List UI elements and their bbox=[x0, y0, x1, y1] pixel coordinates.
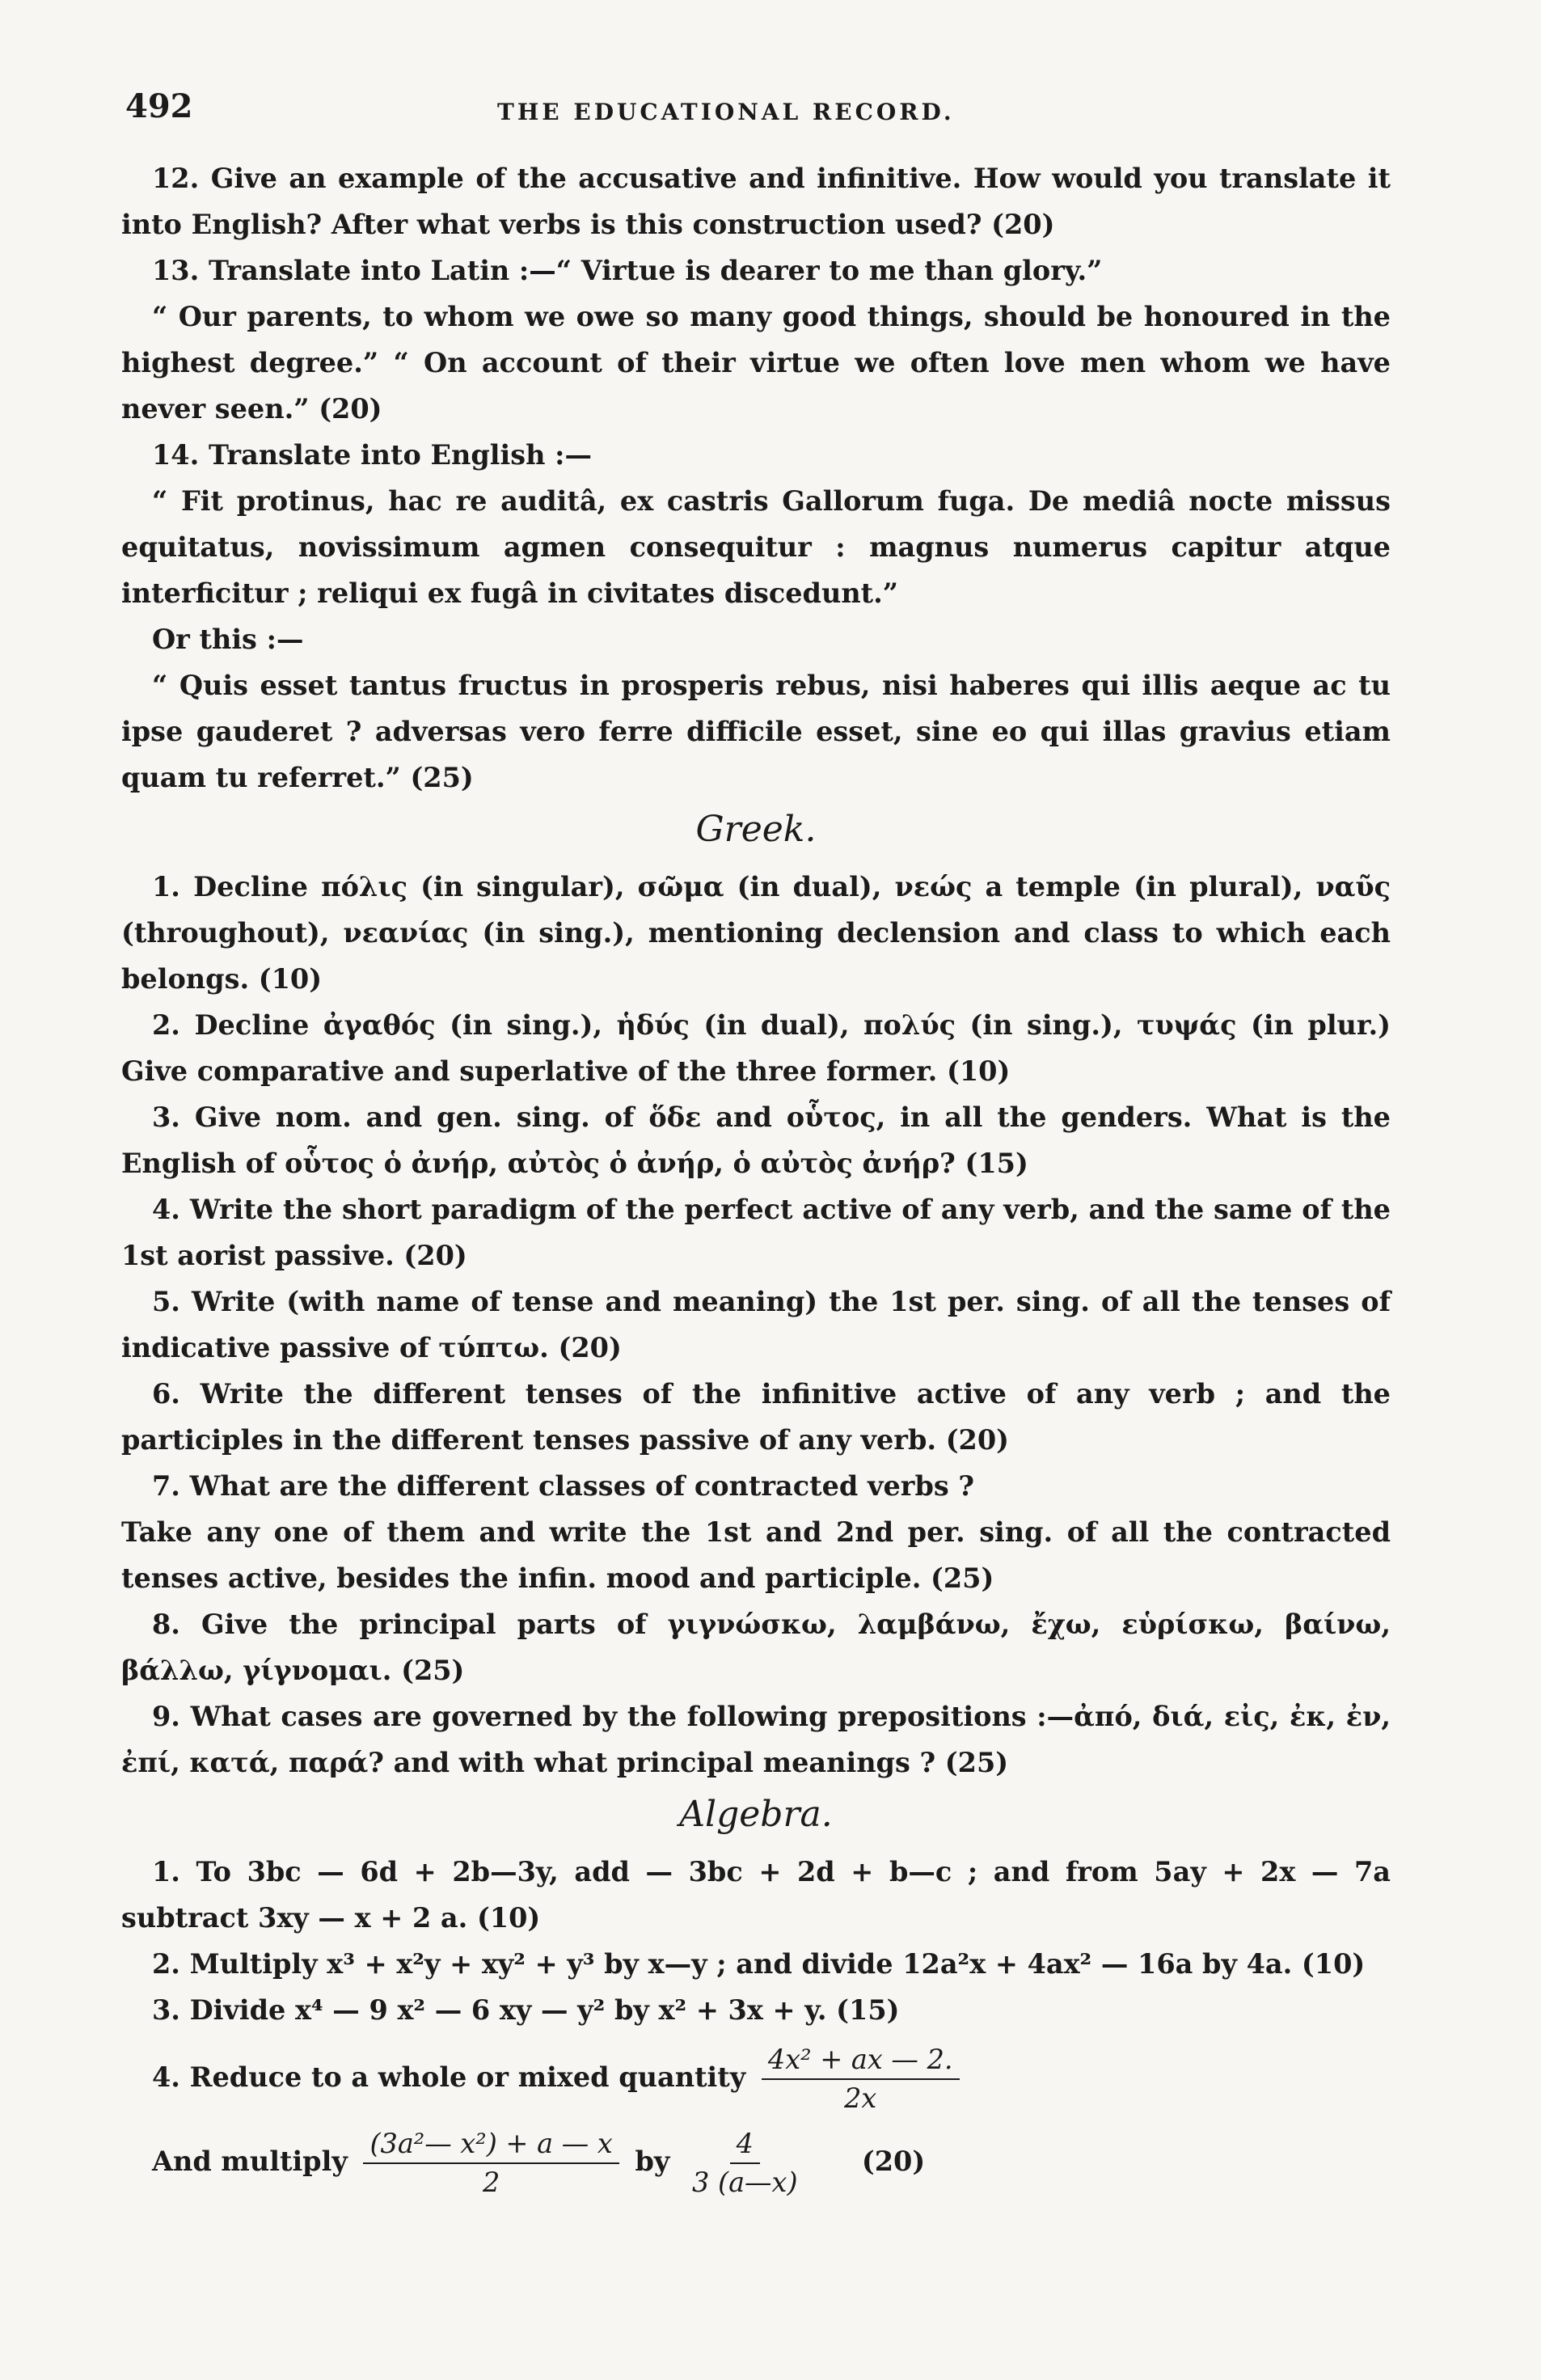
greek-question-4: 4. Write the short paradigm of the perfect active of any verb, and the same of the 1st aorist passive. (20) bbox=[121, 1194, 1391, 1271]
greek-question-1: 1. Decline πόλις (in singular), σῶμα (in dual), νεώς a temple (in plural), ναῦς (throughout), νεανίας (in sing.), mentioning declension and class to which each belongs. (10) bbox=[121, 871, 1391, 995]
greek-question-9: 9. What cases are governed by the following prepositions :—ἀπό, διά, εἰς, ἐκ, ἐν, ἐπί, κατά, παρά? and with what principal meanings ? (25) bbox=[121, 1701, 1391, 1778]
marks-label: (20) bbox=[861, 2145, 926, 2177]
algebra-question-4-text: 4. Reduce to a whole or mixed quantity bbox=[152, 2061, 746, 2093]
latin-question-14: 14. Translate into English :— bbox=[152, 439, 592, 471]
fraction-multiplicand bbox=[363, 2125, 619, 2201]
fraction-reduce bbox=[762, 2041, 960, 2117]
page-number: 492 bbox=[125, 87, 193, 125]
section-heading-greek: Greek. bbox=[695, 809, 817, 850]
section-heading-algebra: Algebra. bbox=[679, 1794, 833, 1835]
page-header bbox=[125, 87, 1387, 136]
algebra-question-4b-text: And multiply bbox=[152, 2145, 348, 2177]
page-body bbox=[121, 155, 1391, 2201]
latin-question-13-continued: “ Our parents, to whom we owe so many good things, should be honoured in the highest degree.” “ On account of their virtue we often love men whom we have never seen.” (20) bbox=[121, 301, 1391, 425]
greek-question-6: 6. Write the different tenses of the infinitive active of any verb ; and the participles in the different tenses passive of any verb. (20) bbox=[121, 1378, 1391, 1456]
fraction-numerator: 4x² + ax — 2. bbox=[762, 2041, 960, 2080]
fraction-numerator: (3a²— x²) + a — x bbox=[363, 2125, 619, 2164]
latin-passage-alternative: “ Quis esset tantus fructus in prosperis rebus, nisi haberes qui illis aeque ac tu ipse gauderet ? adversas vero ferre difficile esset, sine eo qui illas gravius etiam quam tu referret.” (25) bbox=[121, 670, 1391, 793]
greek-question-8: 8. Give the principal parts of γιγνώσκω, λαμβάνω, ἔχω, εὑρίσκω, βαίνω, βάλλω, γίγνομαι. (25) bbox=[121, 1609, 1391, 1686]
or-this-label: Or this :— bbox=[152, 624, 304, 655]
algebra-question-1: 1. To 3bc — 6d + 2b—3y, add — 3bc + 2d + b—c ; and from 5ay + 2x — 7a subtract 3xy — x + 2 a. (10) bbox=[121, 1856, 1391, 1934]
fraction-numerator: 4 bbox=[730, 2125, 760, 2164]
fraction-denominator: 2 bbox=[482, 2167, 500, 2198]
fraction-denominator: 2x bbox=[844, 2082, 877, 2114]
latin-passage: “ Fit protinus, hac re auditâ, ex castris Gallorum fuga. De mediâ nocte missus equitatus, novissimum agmen consequitur : magnus numerus capitur atque interficitur ; reliqui ex fugâ in civitates discedunt.” bbox=[121, 485, 1391, 609]
algebra-question-4b bbox=[152, 2125, 1391, 2201]
by-label: by bbox=[635, 2145, 670, 2177]
algebra-question-2: 2. Multiply x³ + x²y + xy² + y³ by x—y ; and divide 12a²x + 4ax² — 16a by 4a. (10) bbox=[152, 1948, 1366, 1980]
algebra-question-4 bbox=[152, 2041, 1391, 2117]
greek-question-7: 7. What are the different classes of contracted verbs ? bbox=[152, 1470, 975, 1502]
fraction-denominator: 3 (a—x) bbox=[692, 2167, 798, 2198]
latin-question-13: 13. Translate into Latin :—“ Virtue is dearer to me than glory.” bbox=[152, 255, 1103, 286]
greek-question-2: 2. Decline ἀγαθός (in sing.), ἡδύς (in dual), πολύς (in sing.), τυψάς (in plur.) Give comparative and superlative of the three former. (10) bbox=[121, 1009, 1391, 1087]
latin-question-12: 12. Give an example of the accusative and infinitive. How would you translate it into English? After what verbs is this construction used? (20) bbox=[121, 163, 1391, 240]
running-head: THE EDUCATIONAL RECORD. bbox=[497, 99, 955, 125]
algebra-question-3: 3. Divide x⁴ — 9 x² — 6 xy — y² by x² + 3x + y. (15) bbox=[152, 1994, 900, 2026]
fraction-multiplier bbox=[686, 2125, 804, 2201]
greek-question-5: 5. Write (with name of tense and meaning) the 1st per. sing. of all the tenses of indicative passive of τύπτω. (20) bbox=[121, 1286, 1391, 1363]
greek-question-3: 3. Give nom. and gen. sing. of ὅδε and οὗτος, in all the genders. What is the English of οὗτος ὁ ἀνήρ, αὐτὸς ὁ ἀνήρ, ὁ αὐτὸς ἀνήρ? (15) bbox=[121, 1101, 1391, 1179]
greek-question-7-continued: Take any one of them and write the 1st and 2nd per. sing. of all the contracted tenses active, besides the infin. mood and participle. (25) bbox=[121, 1516, 1391, 1594]
